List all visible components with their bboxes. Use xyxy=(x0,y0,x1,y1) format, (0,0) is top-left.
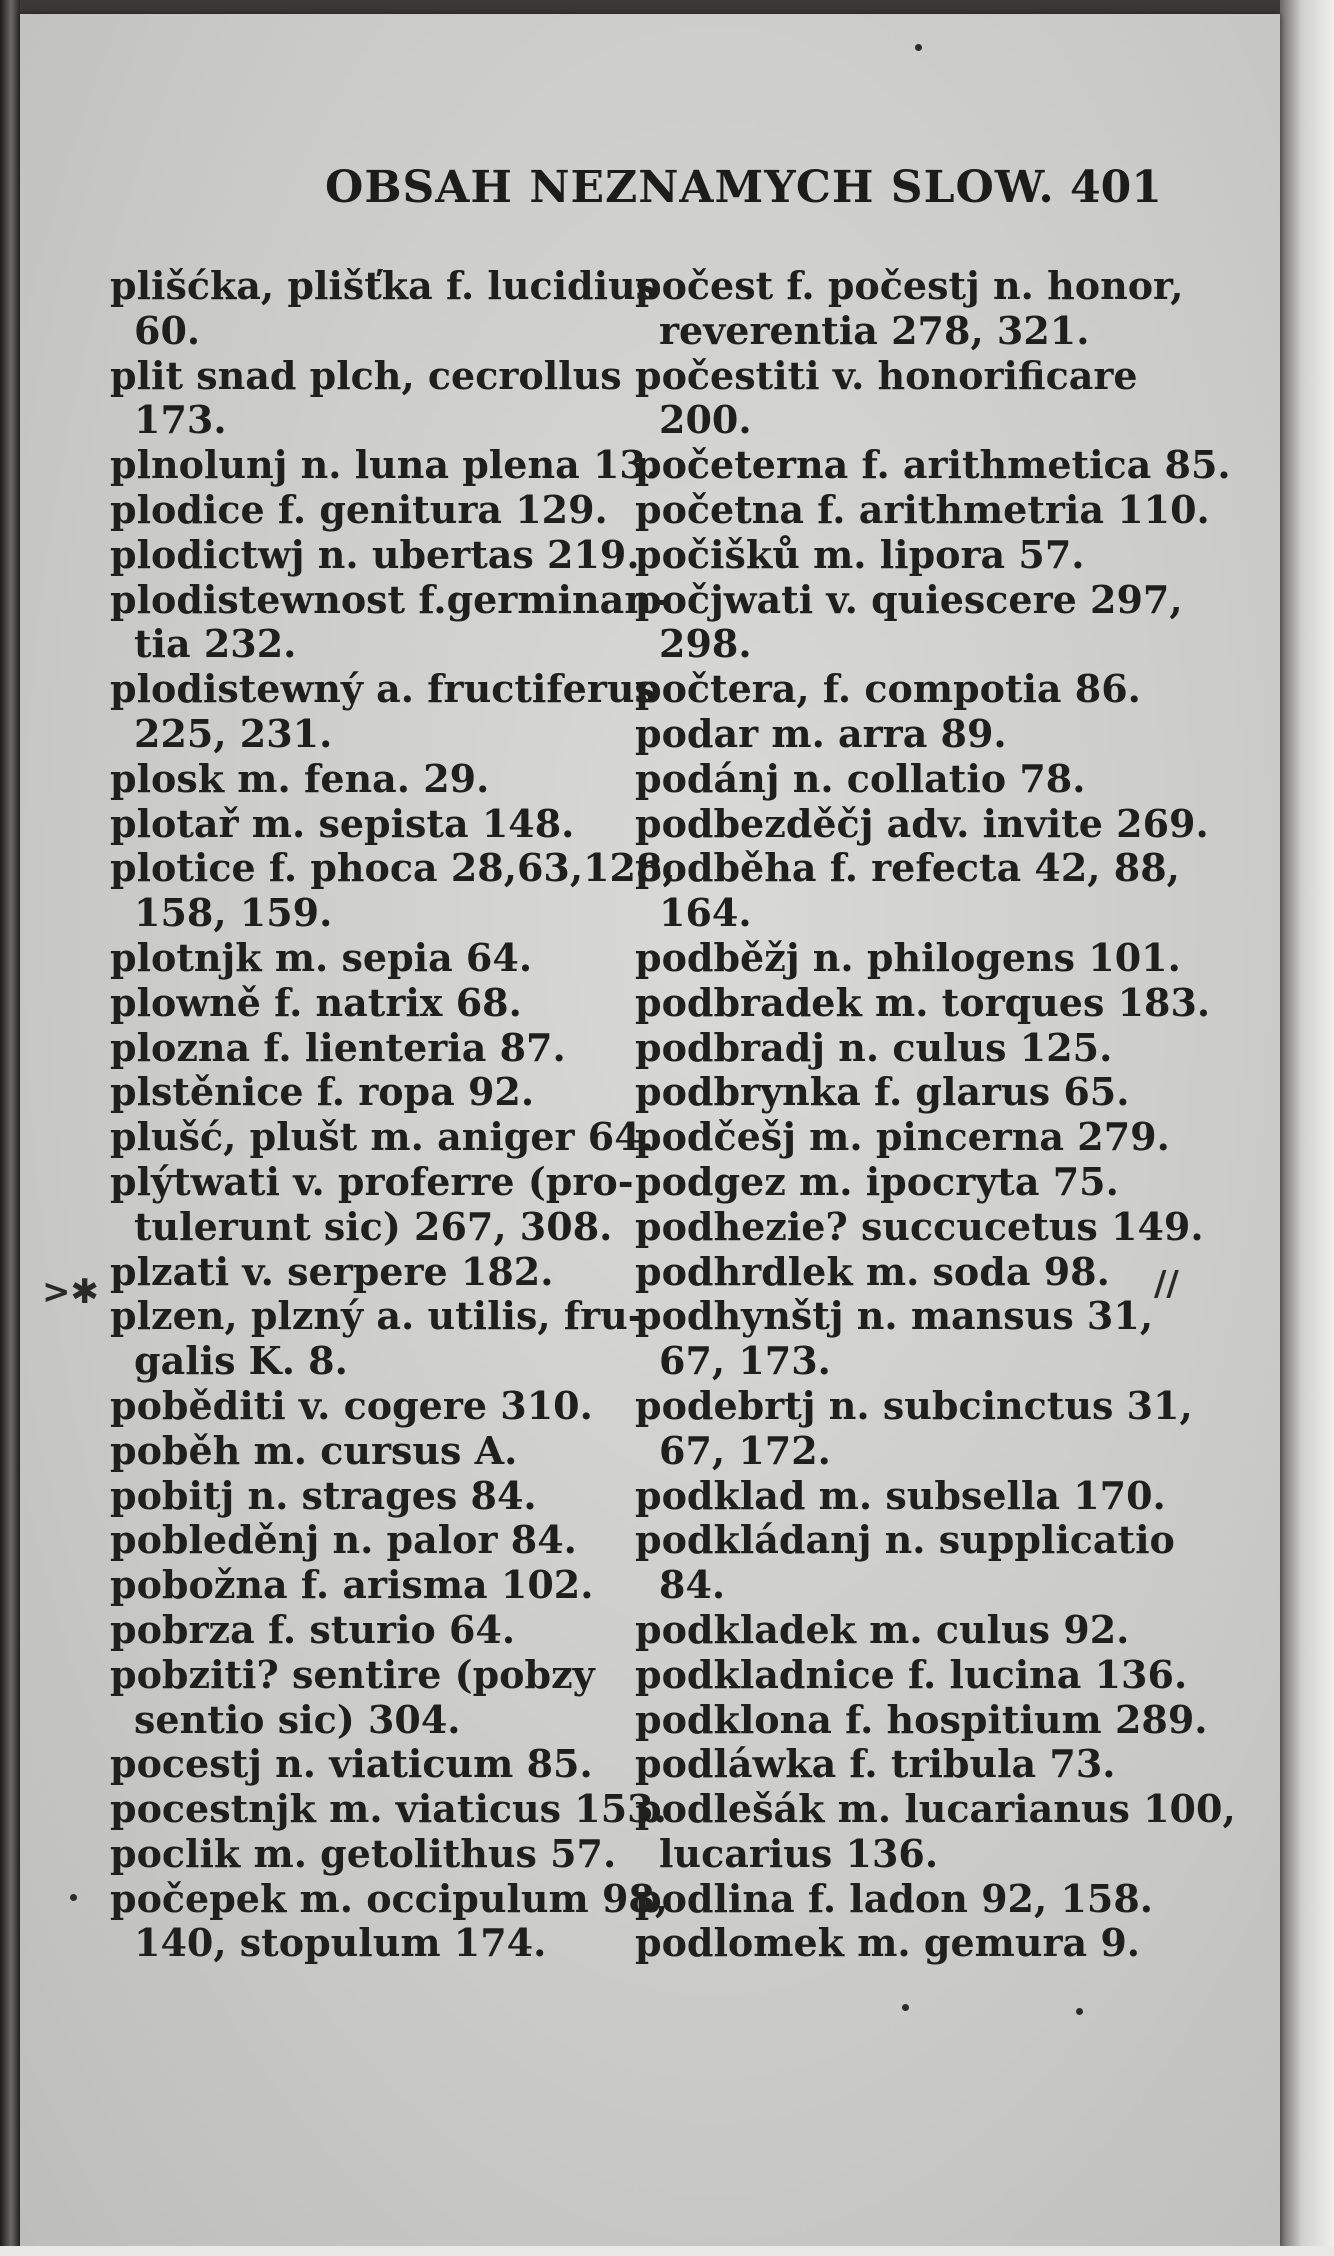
dictionary-entry: plstěnice f. ropa 92. xyxy=(110,1069,535,1115)
dictionary-entry: plodictwj n. ubertas 219. xyxy=(110,531,640,577)
dictionary-entry-continuation: 67, 172. xyxy=(659,1427,831,1473)
dictionary-entry: podebrtj n. subcinctus 31, xyxy=(635,1382,1193,1428)
dictionary-entry-continuation: galis K. 8. xyxy=(134,1338,348,1384)
dictionary-entry-continuation: 158, 159. xyxy=(134,890,333,936)
dictionary-entry: početerna f. arithmetica 85. xyxy=(635,442,1231,488)
dictionary-entry: plzen, plzný a. utilis, fru- xyxy=(110,1293,644,1339)
paper-speck xyxy=(902,2004,909,2011)
dictionary-entry: pocestnjk m. viaticus 153. xyxy=(110,1786,667,1832)
dictionary-entry-continuation: sentio sic) 304. xyxy=(134,1696,461,1742)
dictionary-entry: plodice f. genitura 129. xyxy=(110,486,608,532)
dictionary-entry: podklona f. hospitium 289. xyxy=(635,1696,1208,1742)
book-binding-edge xyxy=(0,0,20,2256)
dictionary-entry: plozna f. lienteria 87. xyxy=(110,1024,566,1070)
dictionary-entry: podběžj n. philogens 101. xyxy=(635,934,1181,980)
dictionary-entry: poclik m. getolithus 57. xyxy=(110,1830,617,1876)
dictionary-entry: podgez m. ipocryta 75. xyxy=(635,1158,1119,1204)
dictionary-entry: podkládanj n. supplicatio xyxy=(635,1517,1175,1563)
dictionary-entry-continuation: 200. xyxy=(659,397,752,443)
dictionary-entry: počestiti v. honorificare xyxy=(635,352,1138,398)
dictionary-entry: podhrdlek m. soda 98. xyxy=(635,1248,1110,1294)
dictionary-entry: podkladnice f. lucina 136. xyxy=(635,1651,1188,1697)
dictionary-entry: podklad m. subsella 170. xyxy=(635,1472,1166,1518)
dictionary-entry: plit snad plch, cecrollus xyxy=(110,352,622,398)
dictionary-entry: podánj n. collatio 78. xyxy=(635,755,1086,801)
dictionary-entry: plotice f. phoca 28,63,128, xyxy=(110,845,676,891)
page-number: 401 xyxy=(1070,162,1162,213)
dictionary-entry: pobziti? sentire (pobzy xyxy=(110,1651,595,1697)
dictionary-entry: podlešák m. lucarianus 100, xyxy=(635,1786,1236,1832)
dictionary-entry: plotař m. sepista 148. xyxy=(110,800,575,846)
running-title: OBSAH NEZNAMYCH SLOW. xyxy=(325,162,1055,213)
book-page xyxy=(20,14,1280,2246)
dictionary-entry: podbradj n. culus 125. xyxy=(635,1024,1113,1070)
right-column xyxy=(635,264,1255,1966)
dictionary-entry: plosk m. fena. 29. xyxy=(110,755,490,801)
dictionary-entry-continuation: 298. xyxy=(659,621,752,667)
page-edge-bottom xyxy=(0,2246,1334,2256)
dictionary-entry: podbrynka f. glarus 65. xyxy=(635,1069,1130,1115)
dictionary-entry: plnolunj n. luna plena 13. xyxy=(110,442,660,488)
paper-speck xyxy=(915,44,922,51)
dictionary-entry: počepek m. occipulum 98, xyxy=(110,1875,669,1921)
dictionary-entry: podkladek m. culus 92. xyxy=(635,1606,1130,1652)
dictionary-entry-continuation: 225, 231. xyxy=(134,710,333,756)
dictionary-entry: plotnjk m. sepia 64. xyxy=(110,934,533,980)
left-column xyxy=(110,263,676,1966)
dictionary-entry-continuation: 173. xyxy=(134,397,227,443)
dictionary-entry: poběditi v. cogere 310. xyxy=(110,1382,593,1428)
dictionary-entry: početna f. arithmetria 110. xyxy=(635,486,1210,532)
dictionary-entry-continuation: lucarius 136. xyxy=(659,1830,939,1876)
dictionary-entry: plýtwati v. proferre (pro- xyxy=(110,1158,634,1204)
dictionary-entry: podčešj m. pincerna 279. xyxy=(635,1114,1170,1160)
margin-mark-right: // xyxy=(1154,1264,1179,1304)
dictionary-entry: pocestj n. viaticum 85. xyxy=(110,1741,593,1787)
paper-speck xyxy=(70,1894,77,1901)
dictionary-entry: poběh m. cursus A. xyxy=(110,1427,518,1473)
dictionary-entry: plodistewnost f.germinan- xyxy=(110,576,668,622)
dictionary-entry-continuation: tulerunt sic) 267, 308. xyxy=(134,1203,613,1249)
dictionary-entry: počjwati v. quiescere 297, xyxy=(635,576,1183,622)
dictionary-entry-continuation: 67, 173. xyxy=(659,1338,831,1384)
dictionary-entry-continuation: 140, stopulum 174. xyxy=(134,1920,547,1966)
paper-speck xyxy=(1076,2008,1083,2015)
dictionary-entry: pobrza f. sturio 64. xyxy=(110,1606,516,1652)
dictionary-entry: podhezie? succucetus 149. xyxy=(635,1203,1204,1249)
dictionary-entry: podběha f. refecta 42, 88, xyxy=(635,845,1180,891)
dictionary-entry: podbradek m. torques 183. xyxy=(635,979,1211,1025)
dictionary-entry: podlomek m. gemura 9. xyxy=(635,1920,1141,1966)
dictionary-entry: plodistewný a. fructiferus xyxy=(110,666,656,712)
dictionary-entry: podbezděčj adv. invite 269. xyxy=(635,800,1209,846)
dictionary-entry-continuation: 60. xyxy=(134,307,201,353)
dictionary-entry: počišků m. lipora 57. xyxy=(635,531,1085,577)
dictionary-entry: podar m. arra 89. xyxy=(635,710,1007,756)
dictionary-entry: plzati v. serpere 182. xyxy=(110,1248,554,1294)
dictionary-entry: podlina f. ladon 92, 158. xyxy=(635,1875,1154,1921)
dictionary-entry: podhynštj n. mansus 31, xyxy=(635,1293,1154,1339)
dictionary-entry-continuation: tia 232. xyxy=(134,621,297,667)
page-header xyxy=(20,154,1280,224)
dictionary-entry: počest f. počestj n. honor, xyxy=(635,263,1184,308)
dictionary-entry: pobleděnj n. palor 84. xyxy=(110,1517,577,1563)
dictionary-entry: plowně f. natrix 68. xyxy=(110,979,522,1025)
dictionary-entry-continuation: 84. xyxy=(659,1562,726,1608)
dictionary-entry: počtera, f. compotia 86. xyxy=(635,666,1141,712)
dictionary-entry: podláwka f. tribula 73. xyxy=(635,1741,1116,1787)
margin-mark-left: >✱ xyxy=(42,1272,99,1312)
page-edge-right xyxy=(1280,0,1334,2256)
dictionary-entry: pobožna f. arisma 102. xyxy=(110,1562,594,1608)
dictionary-entry: plušć, plušt m. aniger 64. xyxy=(110,1114,654,1160)
dictionary-entry: pobitj n. strages 84. xyxy=(110,1472,537,1518)
dictionary-entry-continuation: reverentia 278, 321. xyxy=(659,307,1090,353)
dictionary-entry-continuation: 164. xyxy=(659,890,752,936)
dictionary-entry: plišćka, plišťka f. lucidius xyxy=(110,263,658,308)
